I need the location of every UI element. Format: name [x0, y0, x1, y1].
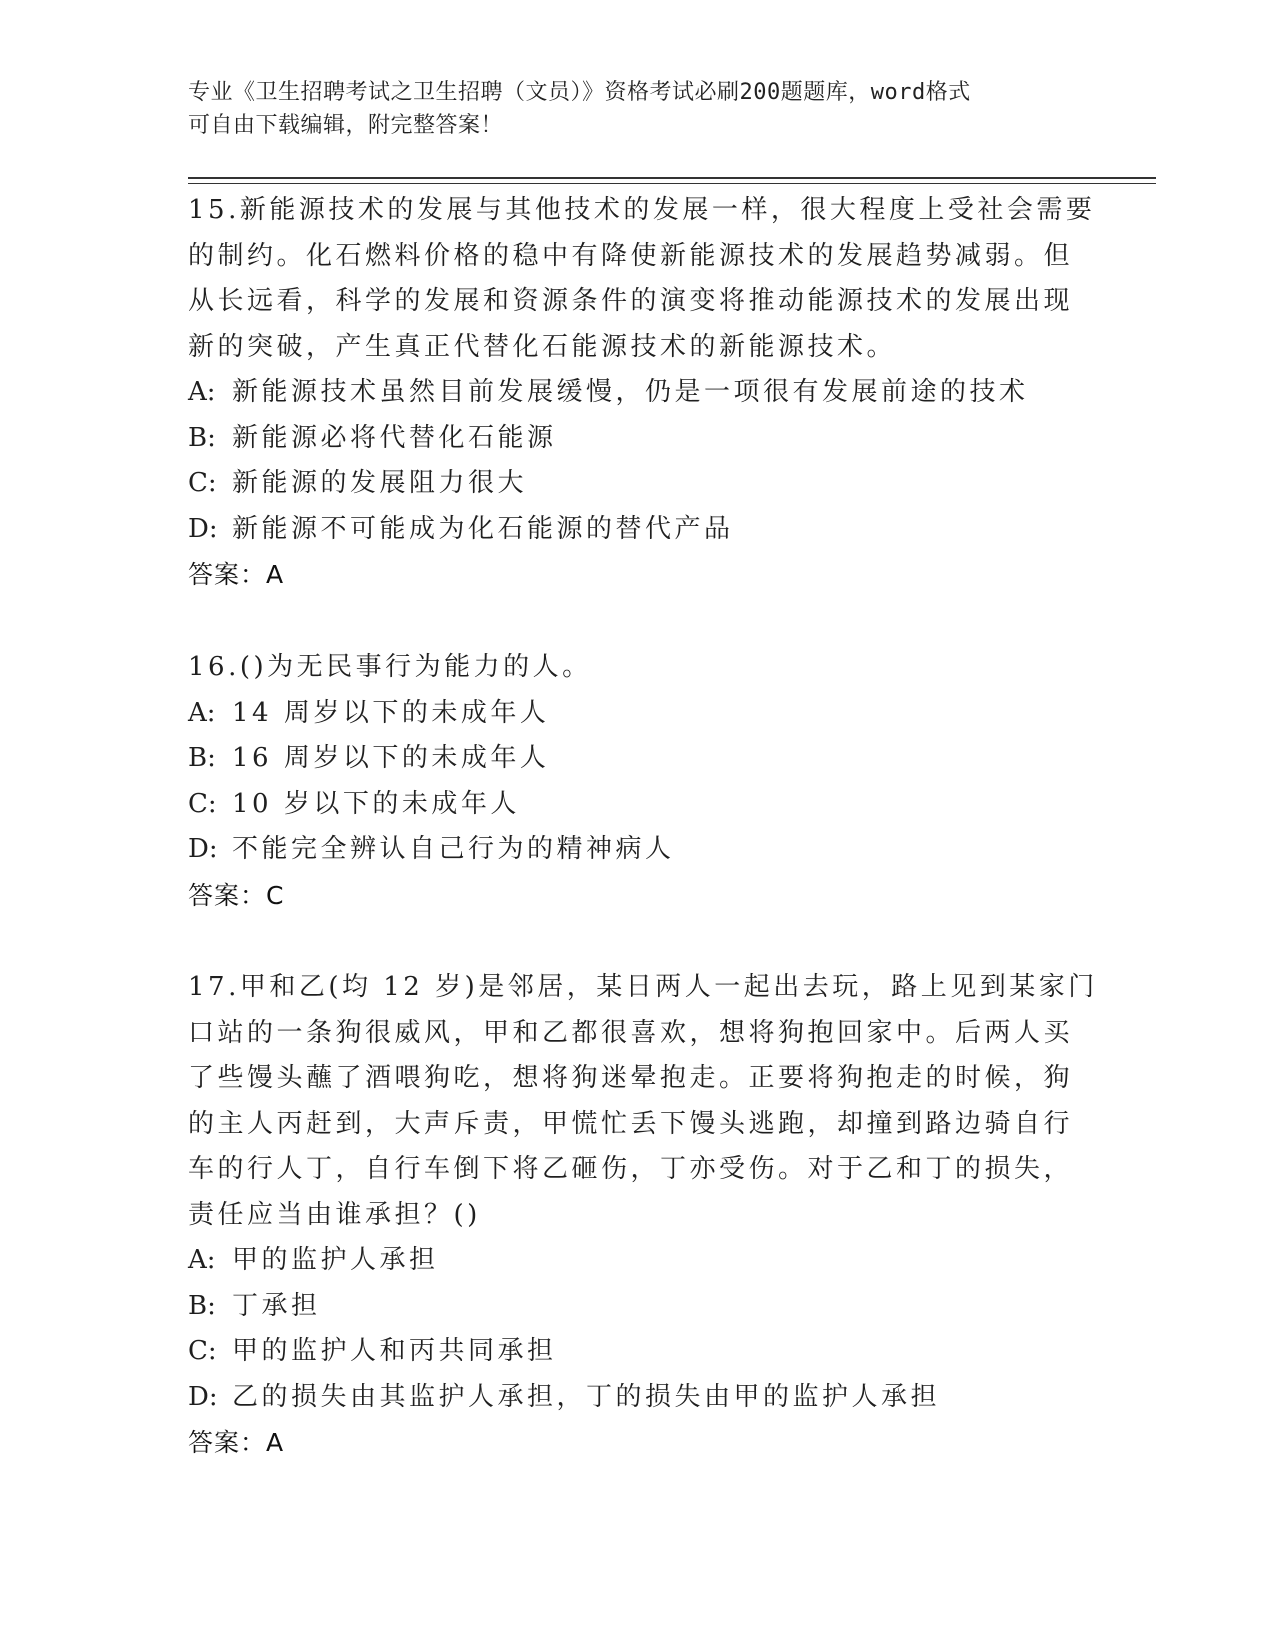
- answer: 答案：C: [188, 880, 285, 910]
- option-key: C:: [188, 1336, 217, 1366]
- option-b: [188, 736, 1088, 782]
- question-text-line: 新的突破，产生真正代替化石能源技术的新能源技术。: [188, 331, 897, 362]
- option-key: D:: [188, 513, 218, 544]
- option-key: A:: [188, 1245, 216, 1275]
- option-key: C:: [188, 788, 217, 819]
- question-text-line: 口站的一条狗很威风，甲和乙都很喜欢，想将狗抱回家中。后两人买: [188, 1017, 1074, 1048]
- header-divider-thick: [188, 177, 1156, 179]
- option-a: [188, 691, 1088, 737]
- option-key: C:: [188, 468, 217, 498]
- option-text: 16 周岁以下的未成年人: [232, 743, 550, 773]
- option-key: B:: [188, 422, 216, 453]
- option-text: 新能源必将代替化石能源: [232, 422, 557, 453]
- question-text-line: 的制约。化石燃料价格的稳中有降使新能源技术的发展趋势减弱。但: [188, 240, 1074, 271]
- option-text: 甲的监护人承担: [232, 1245, 439, 1275]
- option-a: [188, 370, 1088, 416]
- header-divider-thin: [188, 183, 1156, 184]
- option-d: [188, 827, 1088, 873]
- option-key: B:: [188, 1290, 216, 1321]
- question-17: [188, 965, 1098, 1466]
- header-line-1: 专业《卫生招聘考试之卫生招聘（文员）》资格考试必刷200题题库，word格式: [188, 80, 971, 105]
- option-text: 新能源的发展阻力很大: [232, 468, 528, 498]
- answer: 答案：A: [188, 1428, 285, 1457]
- option-d: [188, 1375, 1088, 1421]
- question-text-line: 17.甲和乙(均 12 岁)是邻居，某日两人一起出去玩，路上见到某家门: [188, 972, 1098, 1002]
- option-text: 新能源技术虽然目前发展缓慢，仍是一项很有发展前途的技术: [232, 377, 1029, 407]
- option-c: [188, 1329, 1088, 1375]
- option-key: B:: [188, 743, 216, 773]
- option-c: [188, 782, 1088, 828]
- question-text-line: 了些馒头蘸了酒喂狗吃，想将狗迷晕抱走。正要将狗抱走的时候，狗: [188, 1063, 1074, 1093]
- option-a: [188, 1238, 1088, 1284]
- option-text: 丁承担: [232, 1290, 321, 1321]
- option-key: A:: [188, 697, 216, 728]
- option-text: 14 周岁以下的未成年人: [232, 697, 550, 728]
- header-line-2: 可自由下载编辑，附完整答案！: [188, 113, 504, 138]
- question-text-line: 责任应当由谁承担？(): [188, 1199, 481, 1230]
- question-text-line: 15.新能源技术的发展与其他技术的发展一样，很大程度上受社会需要: [188, 195, 1096, 225]
- option-text: 甲的监护人和丙共同承担: [232, 1336, 557, 1366]
- option-key: D:: [188, 834, 218, 864]
- question-text-line: 的主人丙赶到，大声斥责，甲慌忙丢下馒头逃跑，却撞到路边骑自行: [188, 1108, 1074, 1139]
- option-c: [188, 461, 1088, 507]
- option-text: 乙的损失由其监护人承担，丁的损失由甲的监护人承担: [232, 1381, 941, 1412]
- answer: 答案：A: [188, 560, 285, 589]
- option-key: A:: [188, 377, 216, 407]
- option-d: [188, 507, 1088, 553]
- question-15: [188, 188, 1096, 598]
- option-text: 新能源不可能成为化石能源的替代产品: [232, 513, 734, 544]
- question-text-line: 车的行人丁，自行车倒下将乙砸伤，丁亦受伤。对于乙和丁的损失，: [188, 1154, 1074, 1184]
- question-text-line: 16.()为无民事行为能力的人。: [188, 652, 592, 682]
- option-text: 不能完全辨认自己行为的精神病人: [232, 834, 675, 864]
- option-key: D:: [188, 1381, 218, 1412]
- option-b: [188, 416, 1088, 462]
- question-text-line: 从长远看，科学的发展和资源条件的演变将推动能源技术的发展出现: [188, 286, 1074, 316]
- option-b: [188, 1284, 1088, 1330]
- option-text: 10 岁以下的未成年人: [232, 788, 520, 819]
- document-header: [188, 76, 1068, 142]
- question-16: [188, 645, 1088, 918]
